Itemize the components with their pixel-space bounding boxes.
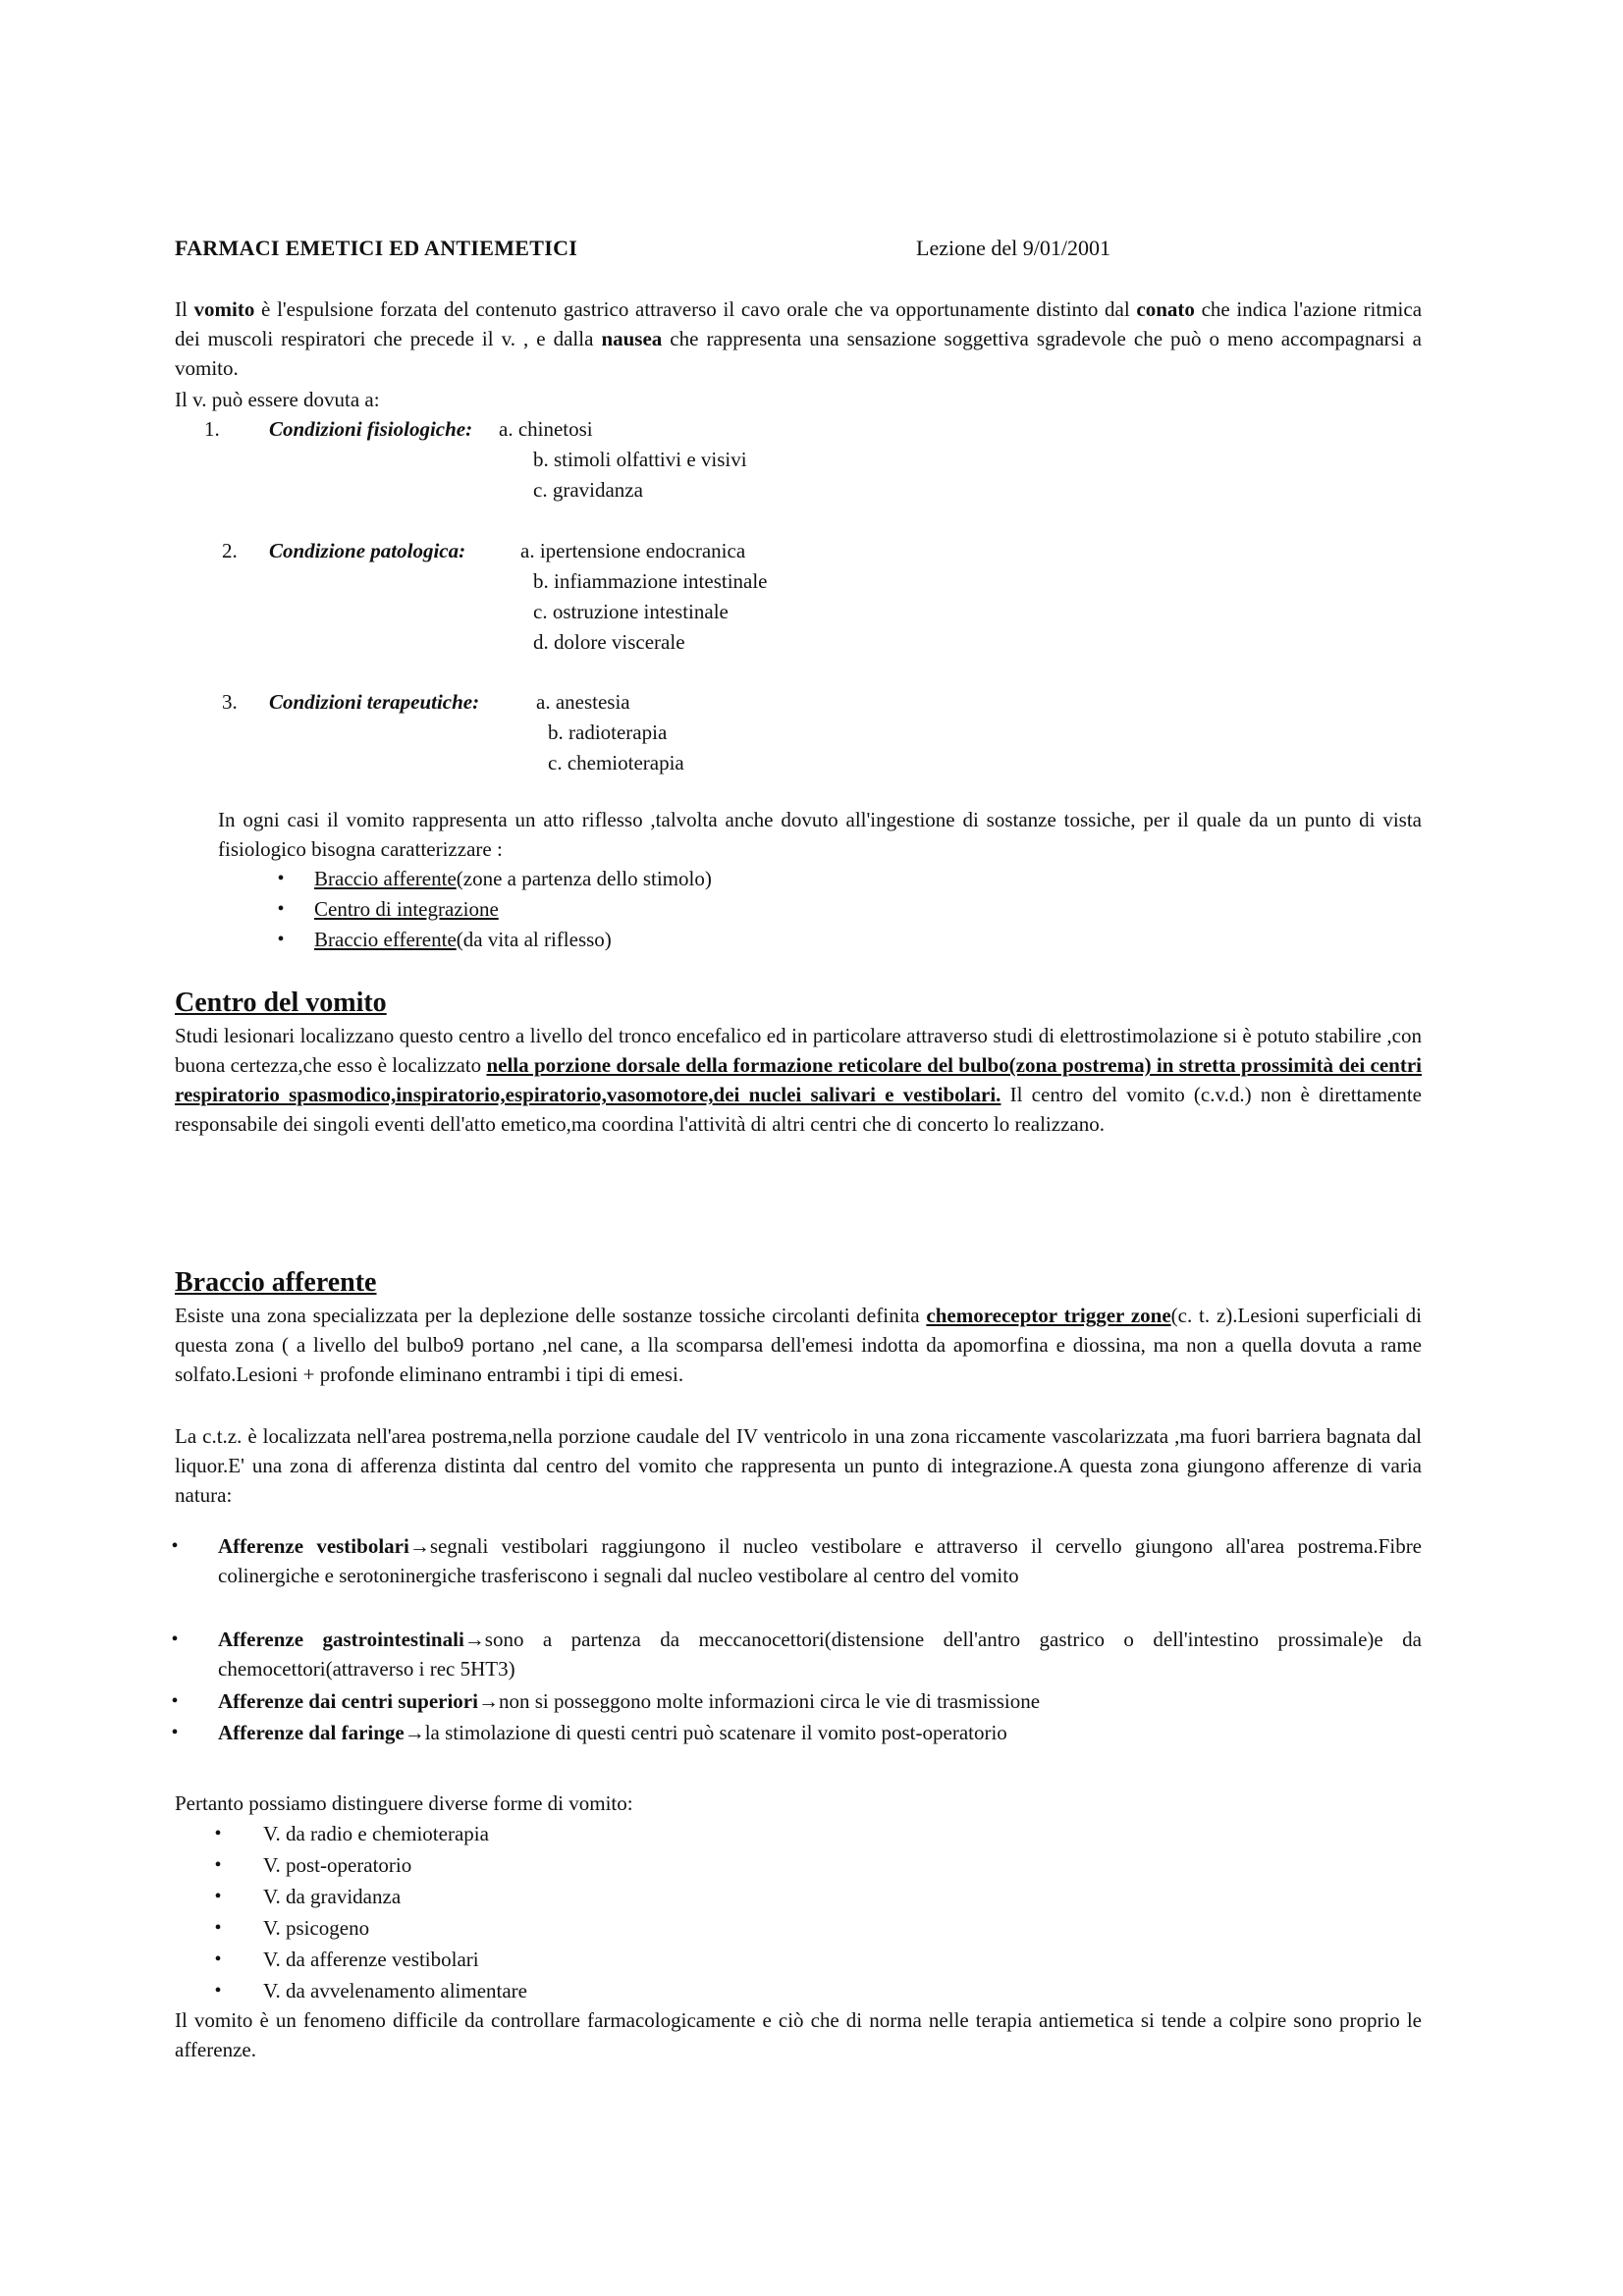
forme-intro: Pertanto possiamo distinguere diverse forme di vomito: (175, 1791, 633, 1815)
list-item: V. da avvelenamento alimentare (263, 1979, 528, 2002)
condition-item: b. stimoli olfattivi e visivi (533, 448, 747, 471)
intro-text: Il (175, 297, 194, 321)
bullet-dot: • (171, 1690, 179, 1712)
item-term: Centro di integrazione (314, 897, 499, 921)
list-item (314, 894, 499, 925)
bullet-dot: • (214, 1854, 222, 1876)
item-term: Braccio afferente (314, 867, 457, 890)
item-text: (da vita al riflesso) (456, 928, 612, 951)
term-nausea: nausea (601, 327, 663, 350)
list-item: V. da gravidanza (263, 1885, 402, 1908)
item-text: →segnali vestibolari raggiungono il nucleo vestibolare e attraverso il cervello giungono all'area postrema.Fibre colinergiche e serotoninergiche trasferiscono i segnali dal nucleo vestibolare al centro del vomito (218, 1534, 1423, 1587)
condition-item: d. dolore viscerale (533, 630, 685, 654)
term-vomito: vomito (193, 297, 255, 321)
lecture-date: Lezione del 9/01/2001 (916, 236, 1110, 260)
section-heading-afferente: Braccio afferente (175, 1267, 377, 1298)
item-text: →la stimolazione di questi centri può scatenare il vomito post-operatorio (404, 1721, 1007, 1744)
bullet-dot: • (214, 1917, 222, 1939)
bullet-dot: • (214, 1886, 222, 1907)
bullet-dot: • (171, 1535, 179, 1557)
afferente-paragraph-2: La c.t.z. è localizzata nell'area postrema,nella porzione caudale del IV ventricolo in una zona riccamente vascolarizzata ,ma fuori barriera bagnata dal liquor.E' una zona di afferenza distinta dal centro del vomito che rappresenta un punto di integrazione.A questa zona giungono afferenze di varia natura: (175, 1424, 1422, 1507)
list-item (314, 864, 712, 894)
bullet-dot: • (214, 1823, 222, 1844)
item-text: →non si posseggono molte informazioni circa le vie di trasmissione (477, 1689, 1041, 1713)
bullet-dot: • (171, 1722, 179, 1743)
item-term: Afferenze gastrointestinali (218, 1628, 464, 1651)
condition-label: Condizioni terapeutiche: (269, 690, 480, 714)
item-text: (zone a partenza dello stimolo) (456, 867, 712, 890)
bullet-dot: • (214, 1980, 222, 2002)
closing-paragraph: Il vomito è un fenomeno difficile da controllare farmacologicamente e ciò che di norma nelle terapia antiemetica si tende a colpire sono proprio le afferenze. (175, 2008, 1422, 2061)
intro-text: che rappresenta una sensazione soggettiva sgradevole che può o meno accompagnarsi a vomito. (175, 327, 1422, 380)
condition-item: b. infiammazione intestinale (533, 569, 768, 593)
intro-text: che indica l'azione ritmica dei muscoli respiratori che precede il v. , e dalla (175, 297, 1423, 350)
afferente-text: (c. t. z).Lesioni superficiali di questa zona ( a livello del bulbo9 portano ,nel cane, a lla scomparsa dell'emesi indotta da apomorfina e diossina, ma non a quella dovuta a rame solfato.Lesioni + profonde eliminano entrambi i tipi di emesi. (175, 1304, 1423, 1386)
condition-number: 3. (222, 690, 238, 714)
list-item (218, 1718, 1422, 1747)
item-term: Afferenze vestibolari (218, 1534, 409, 1558)
condition-label: Condizioni fisiologiche: (269, 417, 473, 441)
list-item: V. post-operatorio (263, 1853, 412, 1877)
section-heading-centro: Centro del vomito (175, 988, 387, 1018)
afferente-text: Esiste una zona specializzata per la deplezione delle sostanze tossiche circolanti definita (175, 1304, 927, 1327)
centro-location: nella porzione dorsale della formazione reticolare del bulbo(zona postrema) in stretta prossimità dei centri respiratorio spasmodico,inspiratorio,espiratorio,vasomotore,dei nuclei salivari e vestibolari. (175, 1053, 1422, 1106)
condition-item: a. chinetosi (499, 417, 593, 441)
intro-paragraph (175, 294, 1422, 383)
condition-number: 2. (222, 539, 238, 562)
causes-intro: Il v. può essere dovuta a: (175, 388, 380, 411)
reflex-paragraph: In ogni casi il vomito rappresenta un atto riflesso ,talvolta anche dovuto all'ingestione di sostanze tossiche, per il quale da un punto di vista fisiologico bisogna caratterizzare : (218, 808, 1422, 861)
intro-text: è l'espulsione forzata del contenuto gastrico attraverso il cavo orale che va opportunamente distinto dal (254, 297, 1137, 321)
bullet-dot: • (277, 898, 285, 920)
bullet-dot: • (214, 1949, 222, 1970)
bullet-dot: • (277, 929, 285, 950)
condition-item: a. anestesia (536, 690, 630, 714)
condition-item: a. ipertensione endocranica (520, 539, 746, 562)
list-item: V. da afferenze vestibolari (263, 1948, 479, 1971)
bullet-dot: • (277, 868, 285, 889)
document-header (175, 236, 1422, 267)
condition-label: Condizione patologica: (269, 539, 466, 562)
item-term: Braccio efferente (314, 928, 457, 951)
condition-number: 1. (204, 417, 220, 441)
centro-text: Il centro del vomito (c.v.d.) non è direttamente responsabile dei singoli eventi dell'atto emetico,ma coordina l'attività di altri centri che di concerto lo realizzano. (175, 1083, 1423, 1136)
item-text: →sono a partenza da meccanocettori(distensione dell'antro gastrico o dell'intestino prossimale)e da chemocettori(attraverso i rec 5HT3) (218, 1628, 1422, 1681)
condition-item: b. radioterapia (548, 721, 668, 744)
ctz-term: chemoreceptor trigger zone (926, 1304, 1171, 1327)
list-item (218, 1531, 1422, 1590)
centro-paragraph (175, 1021, 1422, 1139)
list-item (314, 925, 612, 955)
item-term: Afferenze dai centri superiori (218, 1689, 478, 1713)
item-term: Afferenze dal faringe (218, 1721, 405, 1744)
list-item (218, 1686, 1422, 1716)
afferente-paragraph-1 (175, 1301, 1422, 1389)
bullet-dot: • (171, 1629, 179, 1650)
list-item: V. da radio e chemioterapia (263, 1822, 489, 1845)
condition-item: c. chemioterapia (548, 751, 684, 774)
centro-text: Studi lesionari localizzano questo centro a livello del tronco encefalico ed in particolare attraverso studi di elettrostimolazione si è potuto stabilire ,con buona certezza,che esso è localizzato (175, 1024, 1422, 1077)
condition-item: c. gravidanza (533, 478, 643, 502)
condition-item: c. ostruzione intestinale (533, 600, 729, 623)
term-conato: conato (1136, 297, 1195, 321)
document-title: FARMACI EMETICI ED ANTIEMETICI (175, 236, 578, 260)
list-item: V. psicogeno (263, 1916, 370, 1940)
list-item (218, 1625, 1422, 1683)
